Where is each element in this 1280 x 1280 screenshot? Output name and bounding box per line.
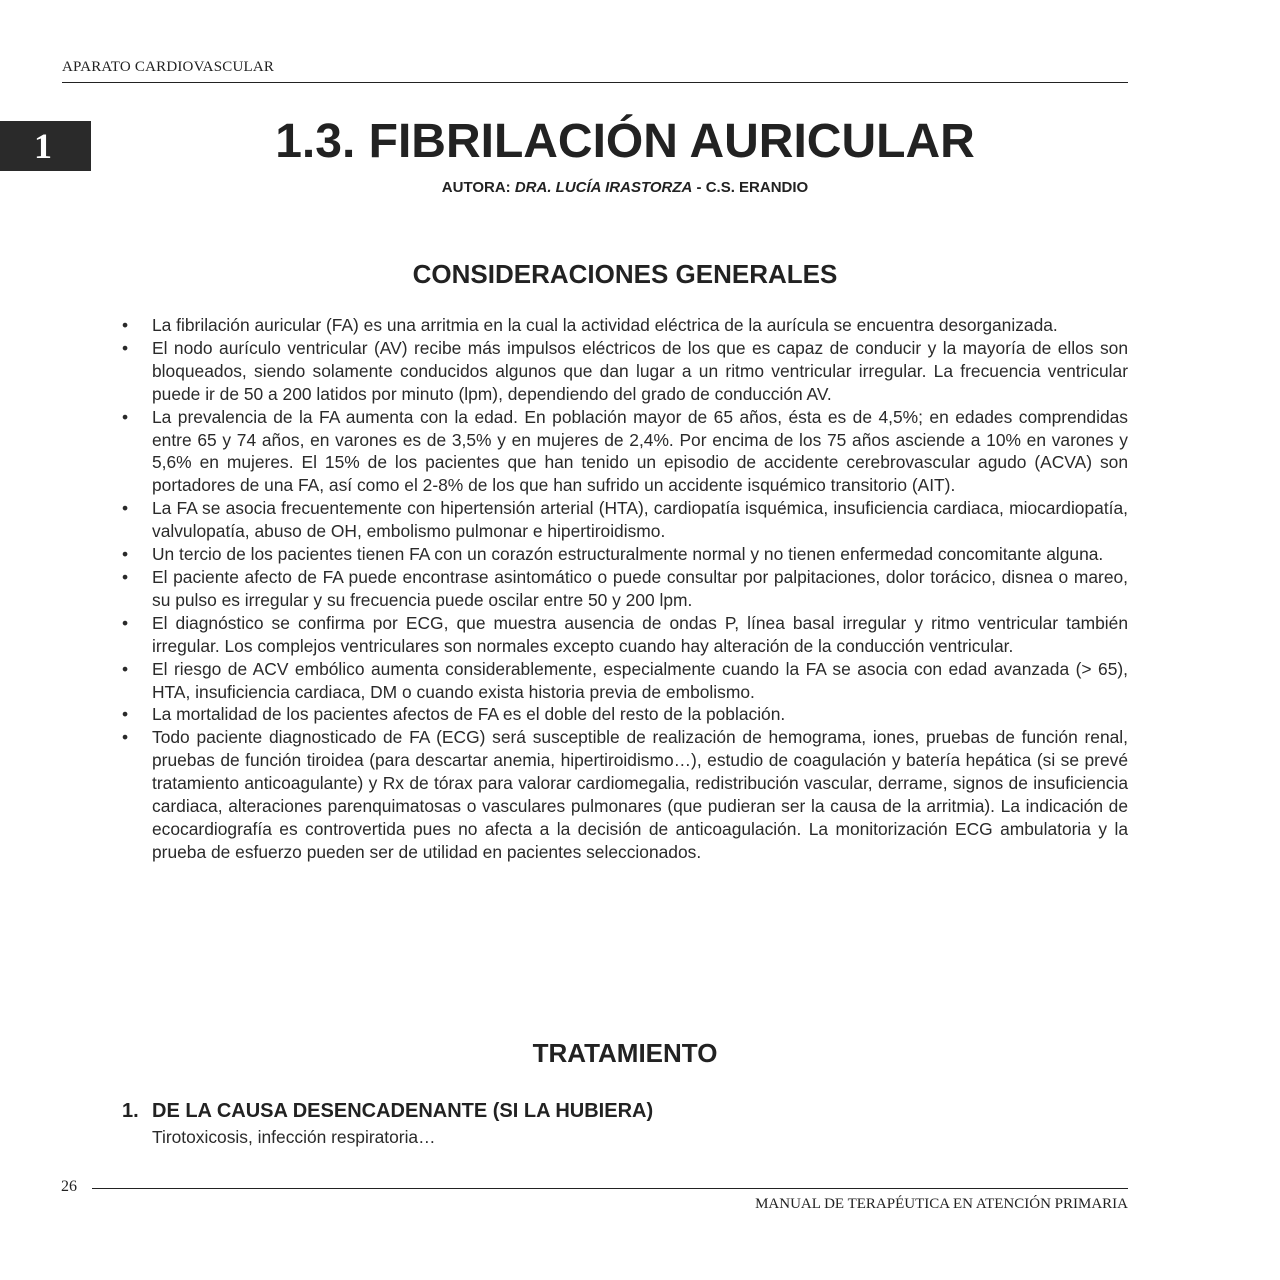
list-item: [122, 703, 1128, 726]
bullet-icon: •: [122, 727, 129, 748]
list-item-text: La fibrilación auricular (FA) es una arritmia en la cual la actividad eléctrica de la aurícula se encuentra desorganizada.: [152, 315, 1058, 335]
list-item-text: La FA se asocia frecuentemente con hipertensión arterial (HTA), cardiopatía isquémica, insuficiencia cardiaca, miocardiopatía, valvulopatía, abuso de OH, embolismo pulmonar e hipertiroidismo.: [152, 498, 1128, 542]
list-item-text: El diagnóstico se confirma por ECG, que muestra ausencia de ondas P, línea basal irregular y ritmo ventricular también irregular. Los complejos ventriculares son normales excepto cuando hay alteración de la conducción ventricular.: [152, 612, 1128, 656]
subsection-heading: [122, 1100, 653, 1123]
bullet-icon: •: [122, 566, 129, 587]
list-item-text: El nodo aurículo ventricular (AV) recibe más impulsos eléctricos de los que es capaz de conducir y la mayoría de ellos son bloqueados, siendo solamente conducidos algunos que dan lugar a un ritmo ventricular irregular. La frecuencia ventricular puede ir de 50 a 200 latidos por minuto (lpm), dependiendo del grado de conducción AV.: [152, 337, 1128, 404]
author-separator: -: [696, 179, 702, 196]
chapter-number: 1: [34, 126, 52, 166]
bullet-icon: •: [122, 704, 129, 725]
running-head: APARATO CARDIOVASCULAR: [62, 59, 275, 75]
list-item: [122, 497, 1128, 543]
subsection-number: 1.: [122, 1100, 139, 1122]
list-item-text: Un tercio de los pacientes tienen FA con un corazón estructuralmente normal y no tienen enfermedad concomitante alguna.: [152, 544, 1104, 565]
list-item: [122, 726, 1128, 863]
list-item-text: La prevalencia de la FA aumenta con la edad. En población mayor de 65 años, ésta es de 4,5%; en edades comprendidas entre 65 y 74 años, en varones es de 3,5% y en mujeres de 2,4%. Por encima de los 75 años asciende a 10% en varones y 5,6% en mujeres. El 15% de los pacientes que han tenido un episodio de accidente cerebrovascular agudo (ACVA) son portadores de una FA, así como el 2-8% de los que han sufrido un accidente isquémico transitorio (AIT).: [152, 406, 1128, 496]
author-line: [0, 179, 1250, 196]
bullet-icon: •: [122, 337, 129, 358]
list-item: [122, 543, 1128, 566]
list-item-text: Todo paciente diagnosticado de FA (ECG) será susceptible de realización de hemograma, iones, pruebas de función renal, pruebas de función tiroidea (para descartar anemia, hipertiroidismo…), estudio de coagulación y batería hepática (si se prevé tratamiento anticoagulante) y Rx de tórax para valorar cardiomegalia, redistribución vascular, derrame, signos de insuficiencia cardiaca, alteraciones parenquimatosas o vasculares pulmonares (que pudieran ser la causa de la arritmia). La indicación de ecocardiografía es controvertida pues no afecta a la decisión de anticoagulación. La monitorización ECG ambulatoria y la prueba de esfuerzo pueden ser de utilidad en pacientes seleccionados.: [152, 727, 1128, 862]
subsection-title: DE LA CAUSA DESENCADENANTE (SI LA HUBIERA): [152, 1100, 654, 1122]
author-name: DRA. LUCÍA IRASTORZA: [514, 179, 693, 196]
subsection-body: Tirotoxicosis, infección respiratoria…: [152, 1127, 436, 1147]
bullet-icon: •: [122, 612, 129, 633]
bullet-icon: •: [122, 544, 129, 565]
bullet-icon: •: [122, 658, 129, 679]
list-item: [122, 612, 1128, 658]
considerations-list: [122, 314, 1128, 864]
footer-rule: [92, 1188, 1128, 1189]
bullet-icon: •: [122, 406, 129, 427]
bullet-icon: •: [122, 315, 129, 335]
section-heading-consideraciones: CONSIDERACIONES GENERALES: [412, 259, 838, 289]
author-label: AUTORA:: [441, 179, 511, 196]
section-heading-tratamiento: TRATAMIENTO: [532, 1038, 718, 1068]
list-item: [122, 406, 1128, 498]
list-item-text: La mortalidad de los pacientes afectos de FA es el doble del resto de la población.: [152, 704, 786, 725]
list-item: [122, 314, 1128, 337]
list-item-text: El paciente afecto de FA puede encontrase asintomático o puede consultar por palpitaciones, dolor torácico, disnea o mareo, su pulso es irregular y su frecuencia puede oscilar entre 50 y 200 lpm.: [152, 566, 1128, 610]
list-item: [122, 566, 1128, 612]
health-center: C.S. ERANDIO: [705, 179, 809, 196]
list-item: [122, 658, 1128, 704]
list-item-text: El riesgo de ACV embólico aumenta considerablemente, especialmente cuando la FA se asocia con edad avanzada (> 65), HTA, insuficiencia cardiaca, DM o cuando exista historia previa de embolismo.: [152, 658, 1128, 702]
list-item: [122, 337, 1128, 406]
running-foot: MANUAL DE TERAPÉUTICA EN ATENCIÓN PRIMARIA: [755, 1196, 1128, 1212]
chapter-title: 1.3. FIBRILACIÓN AURICULAR: [275, 115, 975, 168]
page-number: 26: [61, 1178, 77, 1195]
bullet-icon: •: [122, 498, 129, 519]
header-rule: [62, 82, 1128, 83]
